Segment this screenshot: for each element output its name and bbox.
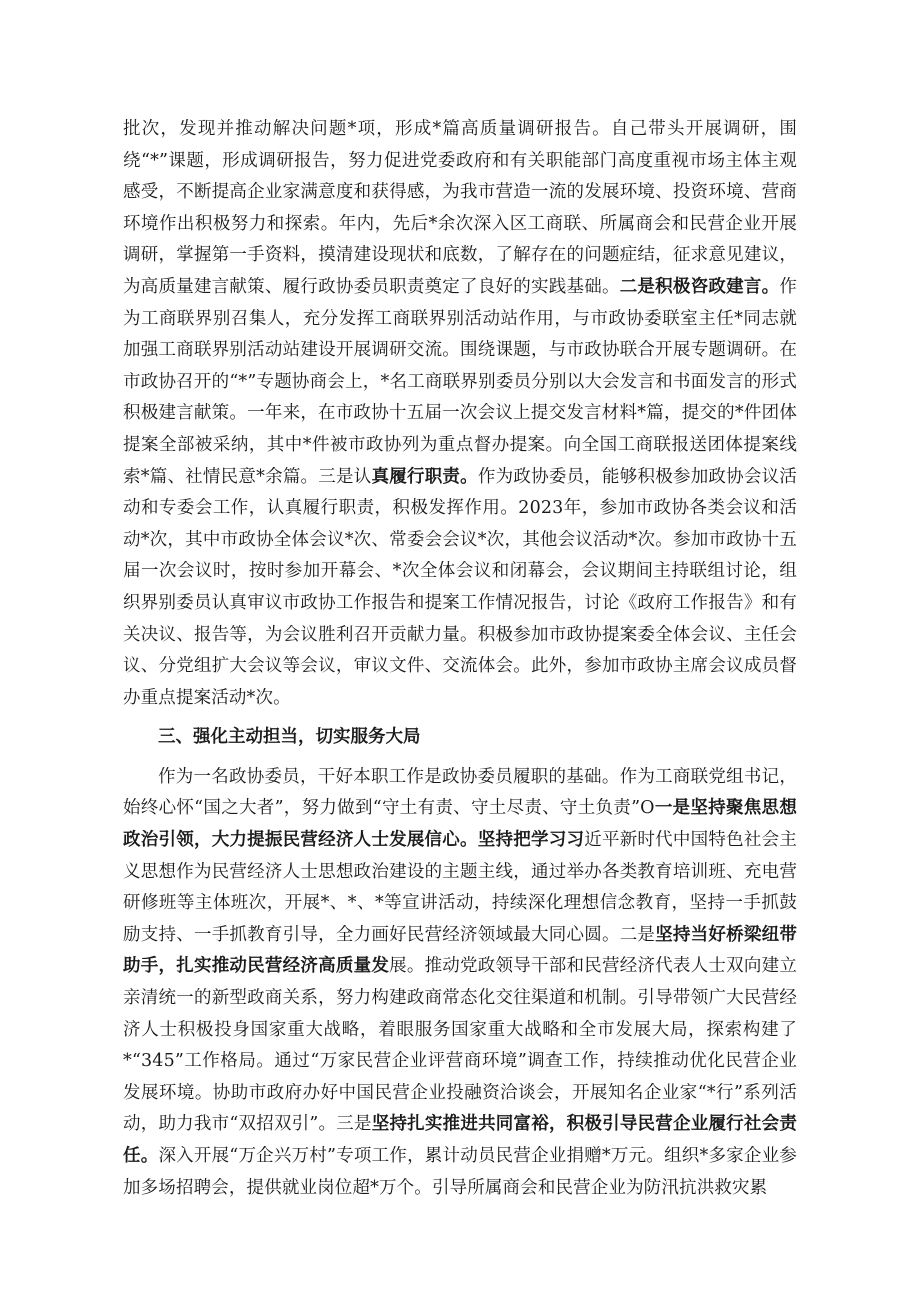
body-paragraph-1 (123, 114, 797, 714)
paragraph-1-bold-1: 二是积极咨政建言。 (619, 276, 780, 297)
section-heading-3: 三、强化主动担当，切实服务大局 (158, 727, 421, 748)
paragraph-2-bold-2: 坚持当好桥梁纽带助手，扎实推动民营经济高质量发 (123, 924, 797, 977)
paragraph-2-text-3: 展。推动党政领导干部和民营经济代表人士双向建立亲清统一的新型政商关系，努力构建政商常态化交往渠道和机制。引导带领广大民营经济人士积极投身国家重大战略，着眼服务国家重大战略和全市发展大局，探索构建了*“345”工作格局。通过“万家民营企业评营商环境”调查工作，持续推动优化民营企业发展环境。协助市政府办好中国民营企业投融资洽谈会，开展知名企业家“*行”系列活动，助力我市“双招双引”。三是 (123, 956, 798, 1135)
paragraph-1-text-3: 作为政协委员，能够积极参加政协会议活动和专委会工作，认真履行职责，积极发挥作用。2023年，参加市政协各类会议和活动*次，其中市政协全体会议*次、常委会会议*次，其他会议活动*次。参加市政协十五届一次会议时，按时参加开幕会、*次全体会议和闭幕会，会议期间主持联组讨论，组织界别委员认真审议市政协工作报告和提案工作情况报告，讨论《政府工作报告》和有关决议、报告等，为会议胜利召开贡献力量。积极参加市政协提案委全体会议、主任会议、分党组扩大会议等会议，审议文件、交流体会。此外，参加市政协主席会议成员督办重点提案活动*次。 (123, 466, 798, 708)
document-page (123, 114, 797, 1204)
paragraph-2-text-1: 作为一名政协委员，干好本职工作是政协委员履职的基础。作为工商联党组书记，始终心怀“国之大者”，努力做到“守土有责、守土尽责、守土负责”O (123, 766, 797, 819)
paragraph-1-bold-2: 真履行职责。 (371, 466, 478, 487)
paragraph-1-text-2: 作为工商联界别召集人，充分发挥工商联界别活动站作用，与市政协委联室主任*同志就加强工商联界别活动站建设开展调研交流。围绕课题，与市政协联合开展专题调研。在市政协召开的“*”专题协商会上，*名工商联界别委员分别以大会发言和书面发言的形式积极建言献策。一年来，在市政协十五届一次会议上提交发言材料*篇，提交的*件团体提案全部被采纳，其中*件被市政协列为重点督办提案。向全国工商联报送团体提案线索*篇、社情民意*余篇。三是认 (123, 276, 797, 487)
paragraph-2-text-4: 深入开展“万企兴万村”专项工作，累计动员民营企业捐赠*万元。组织*多家企业参加多场招聘会，提供就业岗位超*万个。引导所属商会和民营企业为防汛抗洪救灾累 (123, 1146, 797, 1198)
spacer (123, 754, 797, 762)
paragraph-2-bold-3: 坚持扎实推进共同富裕，积极引导民营企业履行社会责任。 (123, 1114, 797, 1166)
paragraph-2-text-2: 近平新时代中国特色社会主义思想作为民营经济人士思想政治建设的主题主线，通过举办各类教育培训班、充电营研修班等主体班次，开展*、*、*等宣讲活动，持续深化理想信念教育，坚持一手抓鼓励支持、一手抓教育引导，全力画好民营经济领域最大同心圆。二是 (123, 830, 797, 945)
body-paragraph-2 (123, 762, 797, 1204)
paragraph-2-bold-1: 一是坚持聚焦思想政治引领，大力提振民营经济人士发展信心。坚持把学习习 (123, 798, 797, 851)
paragraph-1-text-1: 批次，发现并推动解决问题*项，形成*篇高质量调研报告。自己带头开展调研，围绕“*”课题，形成调研报告，努力促进党委政府和有关职能部门高度重视市场主体主观感受，不断提高企业家满意度和获得感，为我市营造一流的发展环境、投资环境、营商环境作出积极努力和探索。年内，先后*余次深入区工商联、所属商会和民营企业开展调研，掌握第一手资料，摸清建设现状和底数，了解存在的问题症结，征求意见建议，为高质量建言献策、履行政协委员职责奠定了良好的实践基础。 (123, 119, 797, 297)
